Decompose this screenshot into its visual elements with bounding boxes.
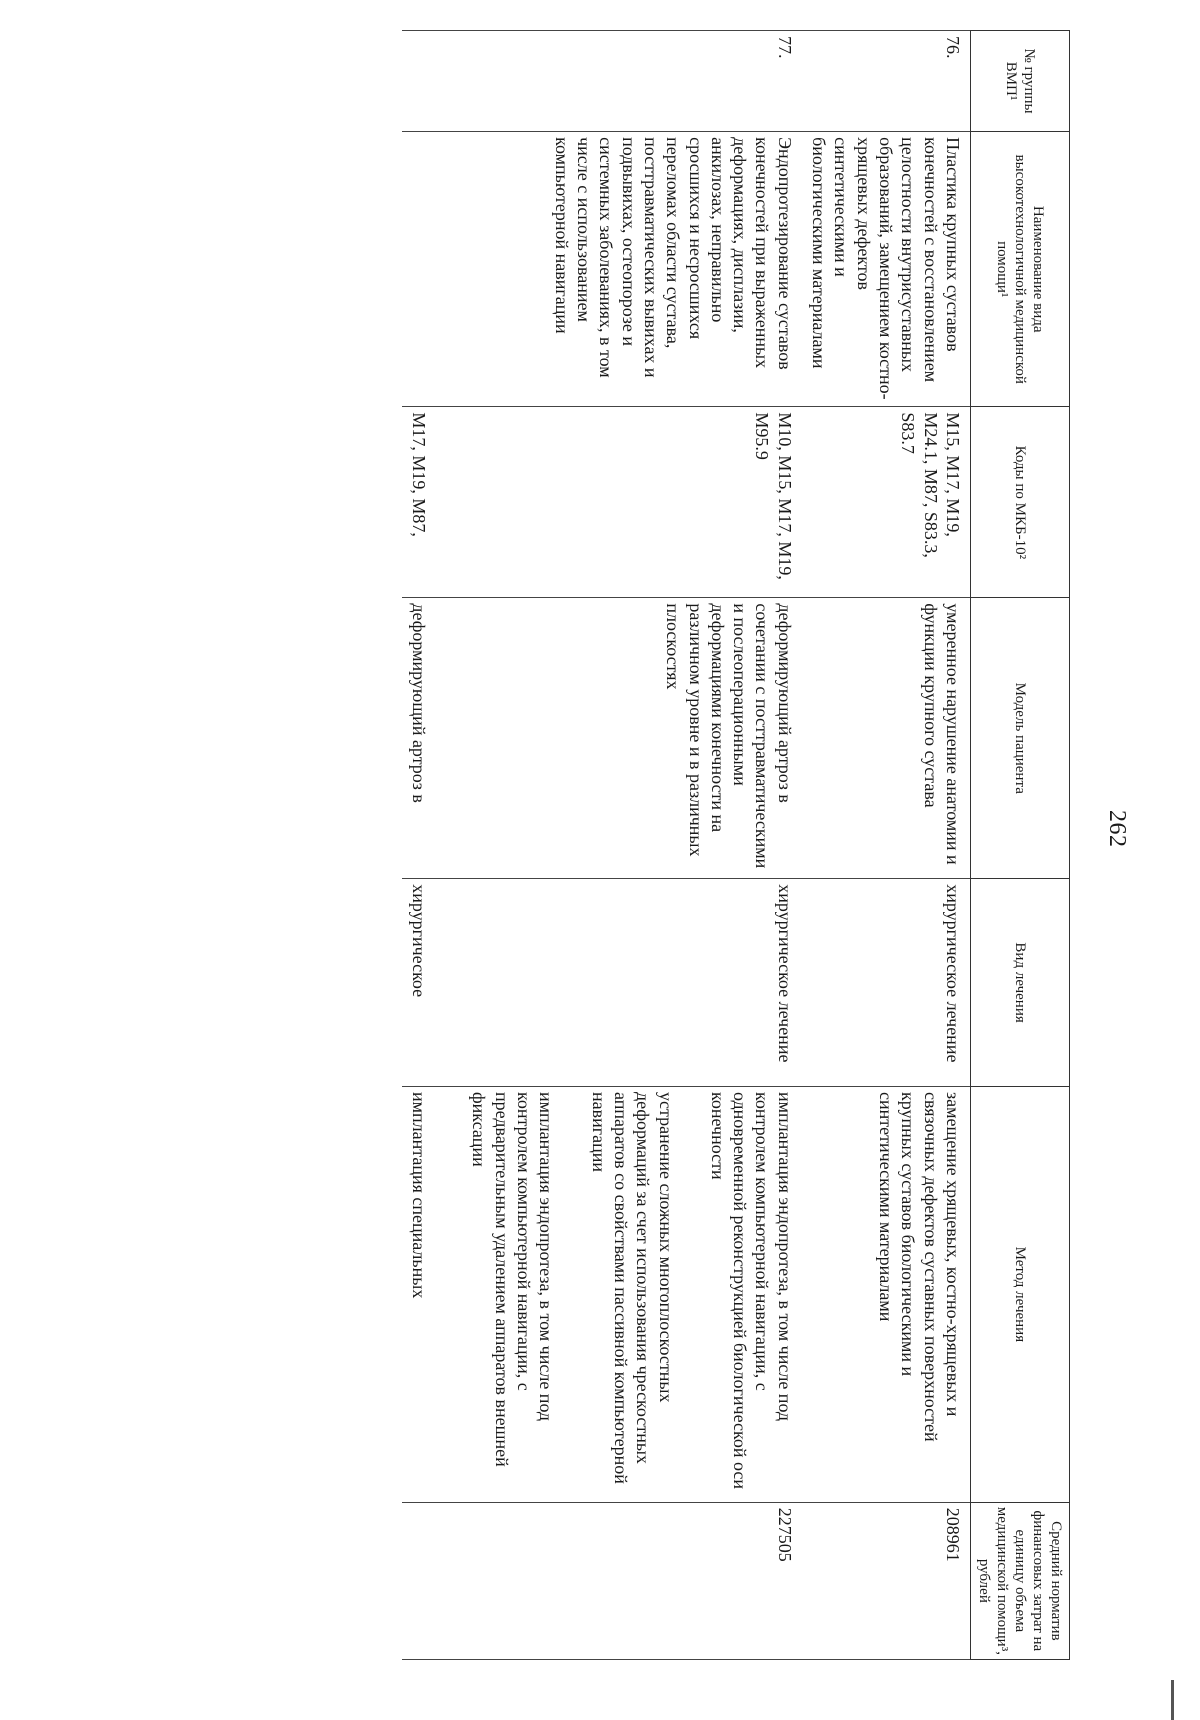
group-no-cell: [402, 31, 462, 132]
model-cell: умеренное нарушение анатомии и функции крупного сустава: [802, 598, 971, 879]
codes-cell: M10, M15, M17, M19, M95.9: [462, 407, 802, 598]
treatment-type-cell: хирургическое лечение: [802, 879, 971, 1087]
method-cell: [402, 1087, 462, 1503]
vmp-table: [402, 30, 1070, 1660]
table-row: [402, 31, 462, 1660]
table-row: [462, 31, 802, 1660]
header-model: Модель пациента: [971, 598, 1070, 879]
scan-edge-mark: [1171, 1680, 1174, 1720]
model-cell: деформирующий артроз в: [402, 598, 462, 879]
name-cell: [402, 132, 462, 407]
header-cost: Средний норматив финансовых затрат на единицу объема медицинской помощи³, рублей: [971, 1502, 1070, 1659]
cost-cell: 227505: [462, 1502, 802, 1659]
header-treatment-type: Вид лечения: [971, 879, 1070, 1087]
table-row: [802, 31, 971, 1660]
method-text: имплантация специальных: [409, 1092, 430, 1299]
method-text: устранение сложных многоплоскостных деформаций за счет использования чрескостных аппаратов со свойствами пассивной компьютерной навигации: [588, 1092, 676, 1484]
header-codes: Коды по МКБ-10²: [971, 407, 1070, 598]
page-number: 262: [1104, 810, 1130, 848]
method-cell: [802, 1087, 971, 1503]
name-cell: Пластика крупных суставов конечностей с восстановлением целостности внутрисуставных образований, замещением костно-хрящевых дефектов синтетическими и биологическими материалами: [802, 132, 971, 407]
group-no-cell: 76.: [802, 31, 971, 132]
header-group-no: № группы ВМП¹: [971, 31, 1070, 132]
cost-cell: 208961: [802, 1502, 971, 1659]
cost-cell: [402, 1502, 462, 1659]
header-name: Наименование вида высокотехнологичной медицинской помощи¹: [971, 132, 1070, 407]
method-text: имплантация эндопротеза, в том числе под контролем компьютерной навигации, с одновременной реконструкцией биологической оси конечности: [707, 1092, 795, 1490]
header-method: Метод лечения: [971, 1087, 1070, 1503]
rotated-page: [130, 30, 1150, 1660]
name-cell: Эндопротезирование суставов конечностей при выраженных деформациях, дисплазии, анкилозах, неправильно сросшихся и несросшихся переломах области сустава, посттравматических вывихах и подвывихах, остеопорозе и системных заболеваниях, в том числе с использованием компьютерной навигации: [462, 132, 802, 407]
table-header: [971, 31, 1070, 1660]
codes-cell: M17, M19, M87,: [402, 407, 462, 598]
method-text: замещение хрящевых, костно-хрящевых и связочных дефектов суставных поверхностей крупных суставов биологическими и синтетическими материалами: [876, 1092, 963, 1442]
model-cell: деформирующий артроз в сочетании с посттравматическими и послеоперационными деформациями конечности на различном уровне и в различных плоскостях: [462, 598, 802, 879]
treatment-type-cell: хирургическое лечение: [462, 879, 802, 1087]
method-text: имплантация эндопротеза, в том числе под контролем компьютерной навигации, с предварительным удалением аппаратов внешней фиксации: [469, 1092, 557, 1467]
group-no-cell: 77.: [462, 31, 802, 132]
codes-cell: M15, M17, M19, M24.1, M87, S83.3, S83.7: [802, 407, 971, 598]
treatment-type-cell: хирургическое: [402, 879, 462, 1087]
method-cell: [462, 1087, 802, 1503]
